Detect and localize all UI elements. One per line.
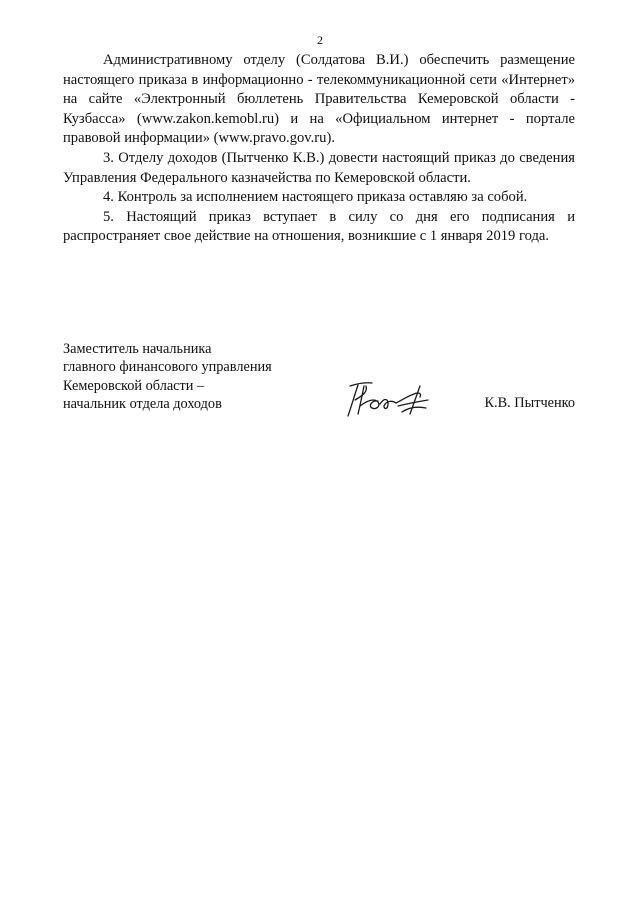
document-body: [63, 51, 575, 247]
paragraph-item-3: 3. Отделу доходов (Пытченко К.В.) довести настоящий приказ до сведения Управления Федерального казначейства по Кемеровской области.: [63, 149, 575, 186]
handwritten-signature-icon: [338, 376, 438, 420]
signature-block: [63, 340, 575, 420]
page-number: 2: [317, 33, 323, 47]
paragraph-item-5: 5. Настоящий приказ вступает в силу со дня его подписания и распространяет свое действие на отношения, возникшие с 1 января 2019 года.: [63, 208, 575, 245]
signer-name: К.В. Пытченко: [484, 395, 575, 411]
position-line: Заместитель начальника: [63, 341, 212, 357]
position-line: Кемеровской области –: [63, 377, 205, 394]
position-line: главного финансового управления: [63, 359, 272, 376]
paragraph-item-4: 4. Контроль за исполнением настоящего приказа оставляю за собой.: [103, 189, 528, 206]
paragraph-admin-department: Административному отделу (Солдатова В.И.) обеспечить размещение настоящего приказа в информационно - телекоммуникационной сети «Интернет» на сайте «Электронный бюллетень Правительства Кемеровской области - Кузбасса» (www.zakon.kemobl.ru) и на «Официальном интернет - портале правовой информации» (www.pravo.gov.ru).: [63, 52, 575, 147]
signer-position-title: [63, 340, 272, 413]
position-line: начальник отдела доходов: [63, 395, 222, 412]
